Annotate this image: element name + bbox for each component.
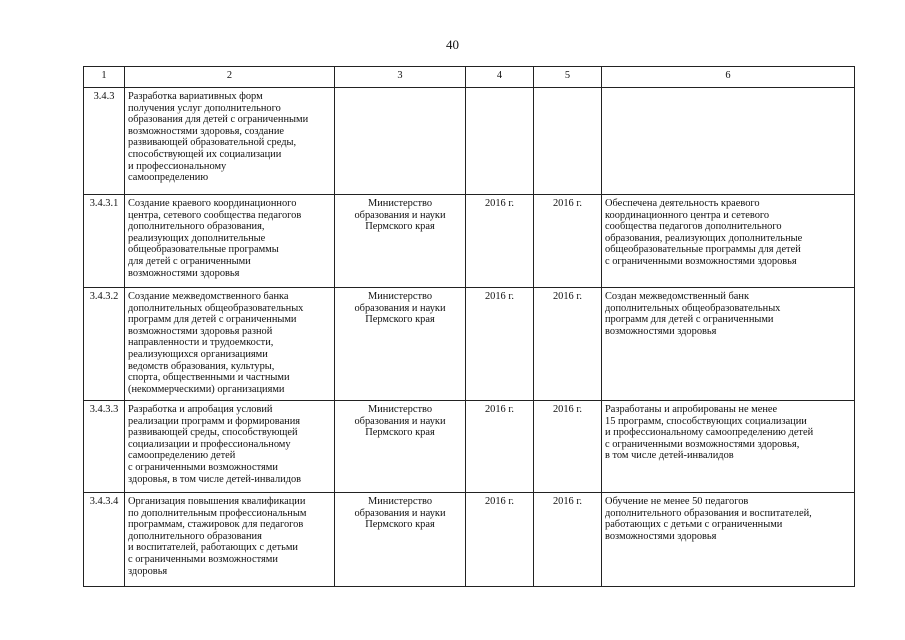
end-date: 2016 г. xyxy=(534,288,602,401)
item-number: 3.4.3.4 xyxy=(84,493,125,587)
activity-name: Организация повышения квалификации по дополнительным профессиональным программам, стажировок для педагогов дополнительного образования и воспитателей, работающих с детьми с ограниченными возможностями здоровья xyxy=(125,493,335,587)
column-header: 6 xyxy=(602,67,855,88)
executor: Министерство образования и науки Пермского края xyxy=(335,288,466,401)
expected-result: Создан межведомственный банк дополнительных общеобразовательных программ для детей с ограниченными возможностями здоровья xyxy=(602,288,855,401)
table-row xyxy=(84,88,855,195)
expected-result: Разработаны и апробированы не менее 15 программ, способствующих социализации и профессиональному самоопределению детей с ограниченными возможностями здоровья, в том числе детей-инвалидов xyxy=(602,401,855,493)
column-header: 1 xyxy=(84,67,125,88)
activity-name: Создание межведомственного банка дополнительных общеобразовательных программ для детей с ограниченными возможностями здоровья разной направленности и трудоемкости, реализующихся организациями ведомств образования, культуры, спорта, общественными и частными (некоммерческими) организациями xyxy=(125,288,335,401)
table-row xyxy=(84,195,855,288)
column-header: 3 xyxy=(335,67,466,88)
item-number: 3.4.3.2 xyxy=(84,288,125,401)
end-date: 2016 г. xyxy=(534,401,602,493)
column-header: 4 xyxy=(466,67,534,88)
table-row xyxy=(84,493,855,587)
start-date: 2016 г. xyxy=(466,493,534,587)
executor xyxy=(335,88,466,195)
executor: Министерство образования и науки Пермского края xyxy=(335,195,466,288)
executor: Министерство образования и науки Пермского края xyxy=(335,401,466,493)
end-date xyxy=(534,88,602,195)
activity-name: Разработка вариативных форм получения услуг дополнительного образования для детей с ограниченными возможностями здоровья, создание развивающей образовательной среды, способствующей их социализации и профессиональному самоопределению xyxy=(125,88,335,195)
end-date: 2016 г. xyxy=(534,493,602,587)
activities-table xyxy=(83,66,855,587)
expected-result: Обеспечена деятельность краевого координационного центра и сетевого сообщества педагогов дополнительного образования, реализующих дополнительные общеобразовательные программы для детей с ограниченными возможностями здоровья xyxy=(602,195,855,288)
item-number: 3.4.3.3 xyxy=(84,401,125,493)
table-row xyxy=(84,401,855,493)
start-date: 2016 г. xyxy=(466,195,534,288)
start-date: 2016 г. xyxy=(466,401,534,493)
table-row xyxy=(84,288,855,401)
activity-name: Создание краевого координационного центра, сетевого сообщества педагогов дополнительного образования, реализующих дополнительные общеобразовательные программы для детей с ограниченными возможностями здоровья xyxy=(125,195,335,288)
activity-name: Разработка и апробация условий реализации программ и формирования развивающей среды, способствующей социализации и профессиональному самоопределению детей с ограниченными возможностями здоровья, в том числе детей-инвалидов xyxy=(125,401,335,493)
executor: Министерство образования и науки Пермского края xyxy=(335,493,466,587)
column-header: 2 xyxy=(125,67,335,88)
table-header-row xyxy=(84,67,855,88)
expected-result xyxy=(602,88,855,195)
start-date xyxy=(466,88,534,195)
end-date: 2016 г. xyxy=(534,195,602,288)
page-number: 40 xyxy=(446,37,459,52)
start-date: 2016 г. xyxy=(466,288,534,401)
item-number: 3.4.3 xyxy=(84,88,125,195)
item-number: 3.4.3.1 xyxy=(84,195,125,288)
column-header: 5 xyxy=(534,67,602,88)
expected-result: Обучение не менее 50 педагогов дополнительного образования и воспитателей, работающих с детьми с ограниченными возможностями здоровья xyxy=(602,493,855,587)
